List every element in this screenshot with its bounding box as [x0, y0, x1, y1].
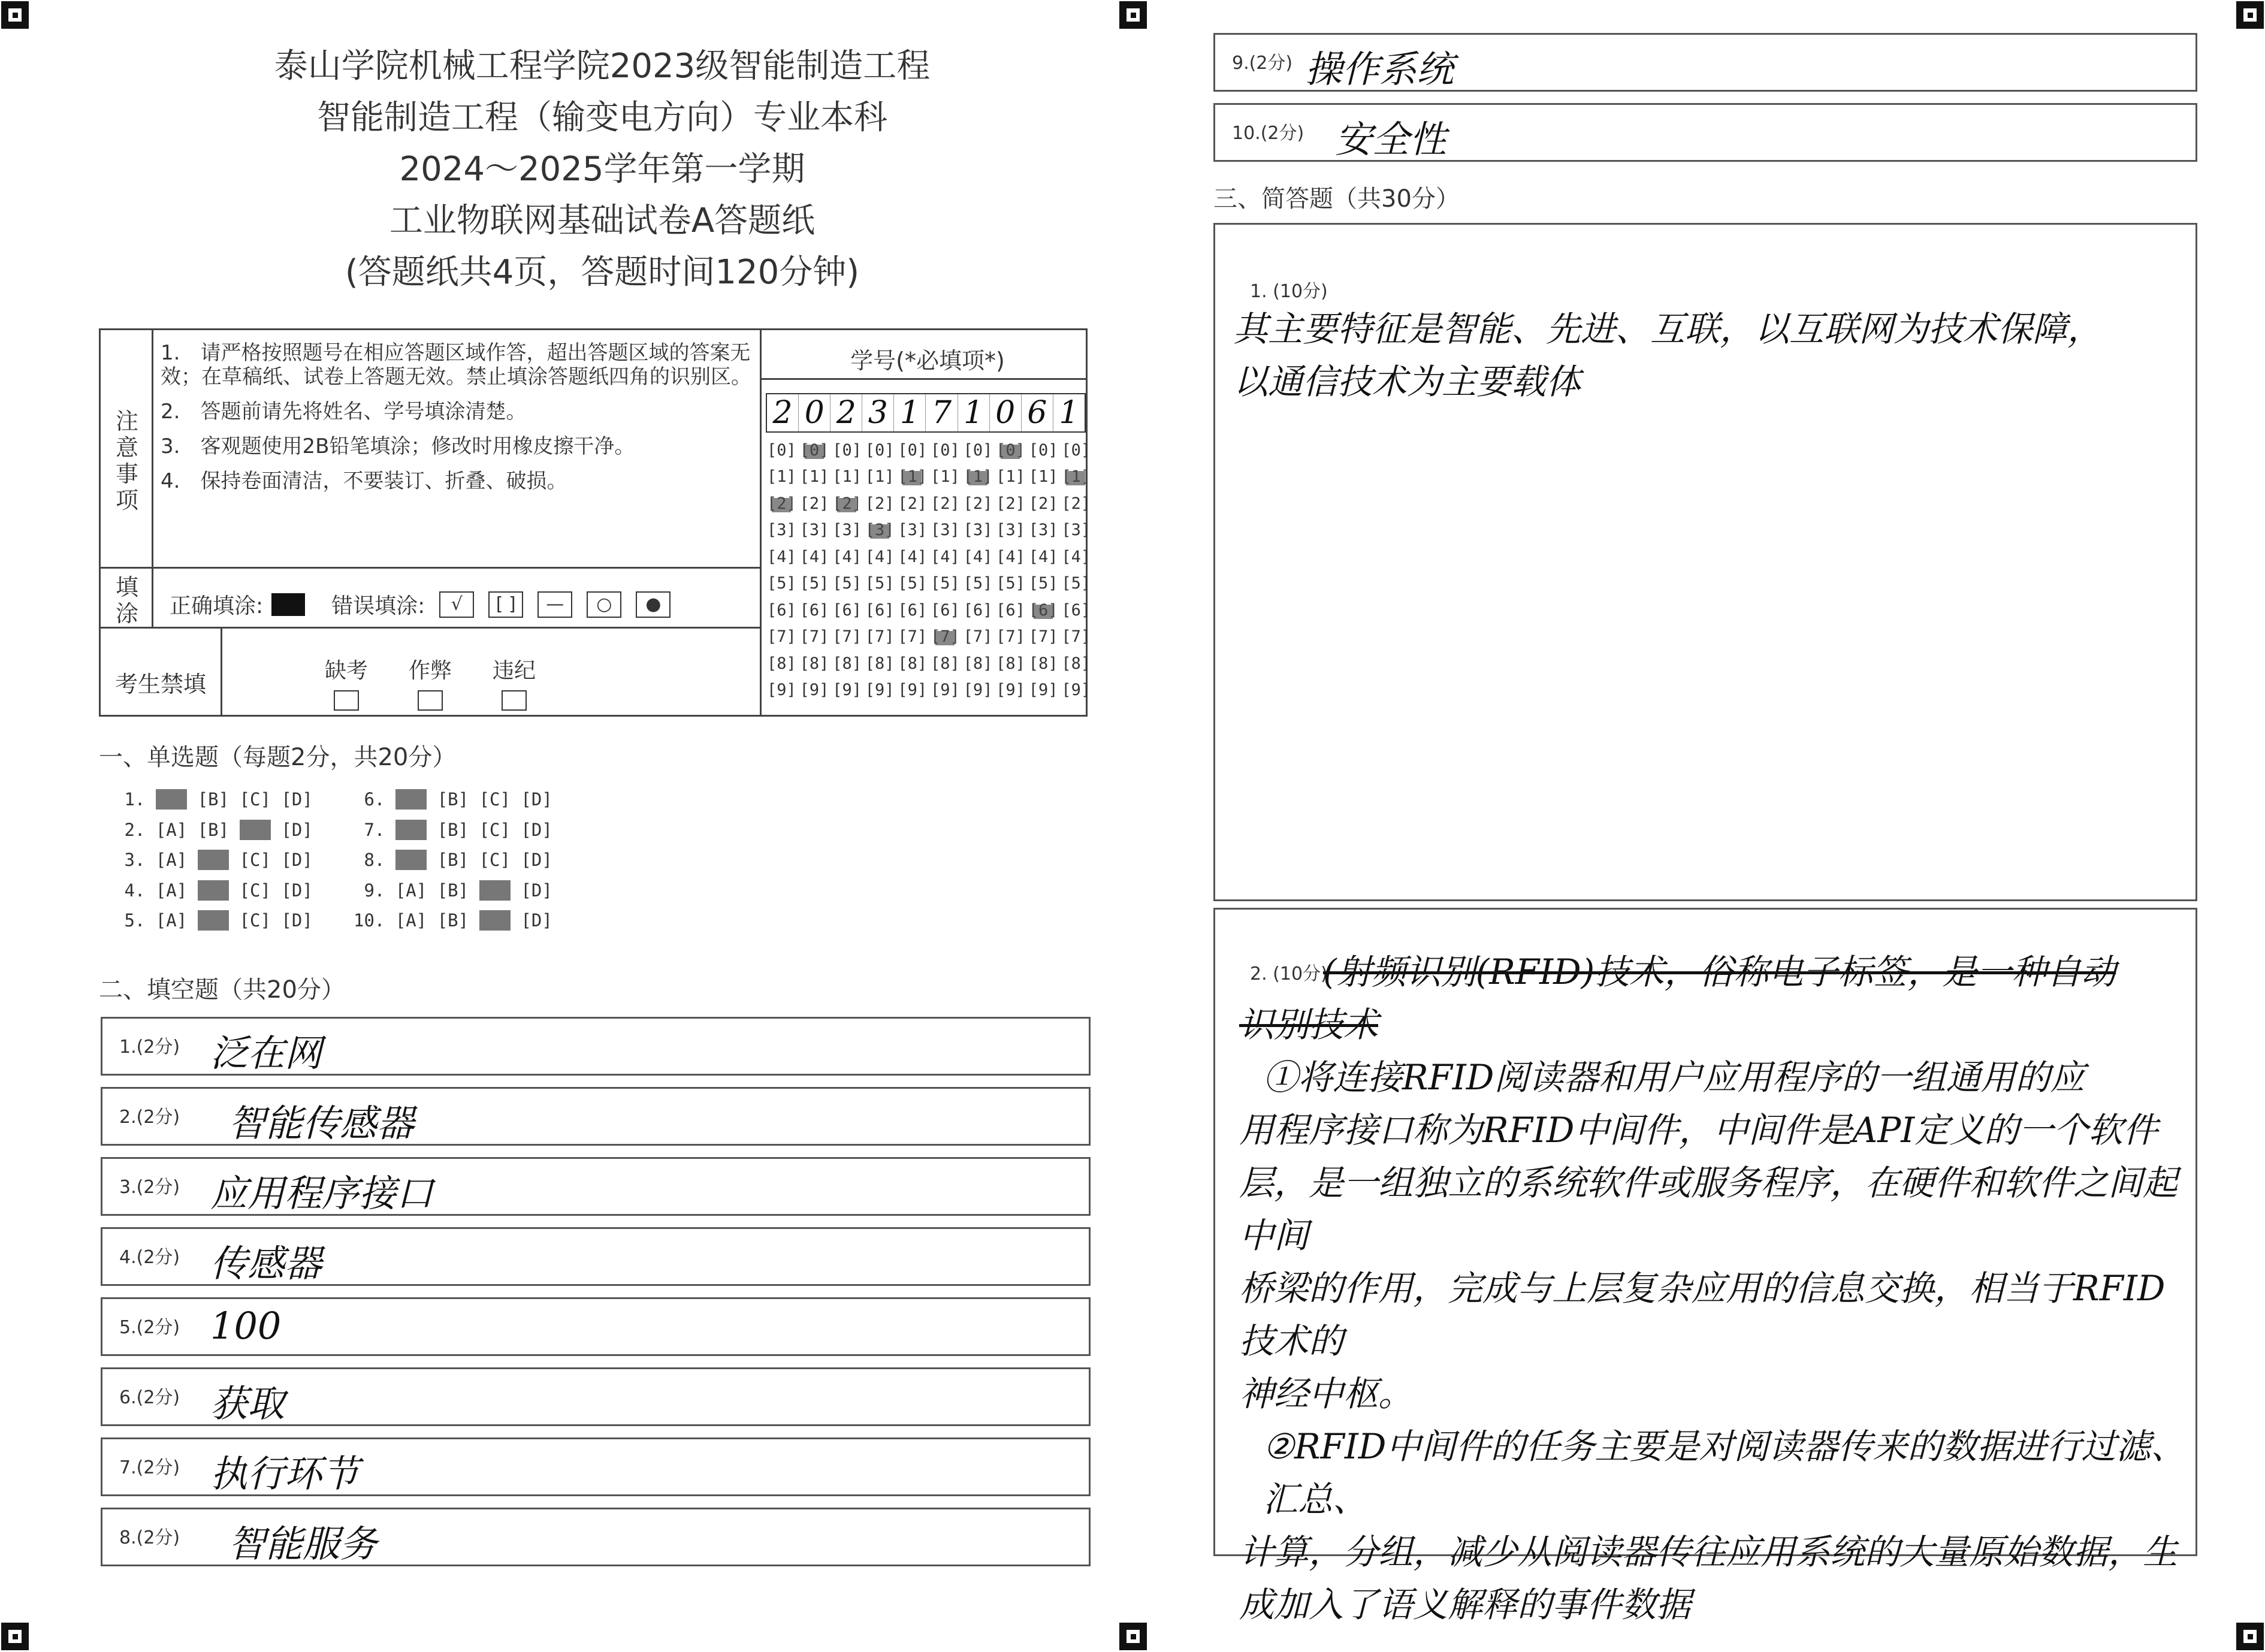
student-id-digit: 0 [989, 394, 1021, 431]
digit-bubble[interactable]: [8] [996, 654, 1025, 673]
choice-bubble-c[interactable]: [C] [479, 850, 511, 870]
digit-bubble[interactable]: [6] [930, 600, 960, 620]
digit-bubble[interactable]: [7] [799, 627, 829, 647]
digit-bubble[interactable]: [6] [799, 600, 829, 620]
question-number: 3. [114, 850, 156, 870]
choice-bubble-b[interactable]: [B] [197, 910, 229, 931]
bubble-row [767, 650, 1094, 677]
digit-bubble[interactable]: [2] [996, 494, 1025, 513]
corner-mark-top-left [1, 1, 29, 29]
choice-bubble-c[interactable]: [C] [239, 819, 271, 840]
digit-bubble[interactable]: [7] [931, 627, 964, 646]
choice-bubble-a[interactable]: [A] [395, 910, 427, 931]
digit-bubble[interactable]: [3] [832, 521, 862, 540]
digit-bubble[interactable]: [4] [996, 547, 1025, 566]
question-number: 4. [114, 880, 156, 901]
choice-bubble-c[interactable]: [C] [239, 789, 271, 810]
answer-line: 以通信技术为主要载体 [1233, 361, 1581, 402]
digit-bubble[interactable]: [0] [767, 440, 796, 460]
digit-bubble[interactable]: [8] [930, 654, 960, 673]
digit-bubble[interactable]: [9] [1028, 681, 1058, 700]
bubble-row [767, 437, 1094, 464]
digit-bubble[interactable]: [9] [865, 681, 895, 700]
section-3-title: 三、简答题（共30分） [1213, 185, 1460, 213]
single-choice-item [114, 850, 323, 870]
digit-bubble[interactable]: [3] [767, 521, 796, 540]
digit-bubble[interactable]: [9] [898, 681, 928, 700]
choice-bubble-c[interactable]: [C] [239, 880, 271, 901]
notice-item: 3. 客观题使用2B铅笔填涂；修改时用橡皮擦干净。 [161, 434, 635, 458]
digit-bubble[interactable]: [7] [996, 627, 1025, 647]
digit-bubble[interactable]: [1] [865, 467, 895, 487]
notice-label: 注意事项 [115, 408, 138, 514]
choice-bubble-b[interactable]: [B] [197, 819, 229, 840]
digit-bubble[interactable]: [0] [832, 440, 862, 460]
digit-bubble[interactable]: [7] [767, 627, 796, 647]
digit-bubble[interactable]: [8] [799, 654, 829, 673]
question-number: 9. [354, 880, 395, 901]
digit-bubble[interactable]: [5] [963, 574, 993, 593]
fill-blank-box [101, 1017, 1091, 1076]
digit-bubble[interactable]: [6] [1061, 600, 1091, 620]
choice-bubble-d[interactable]: [D] [281, 910, 313, 931]
short-answer-2-label: 2. (10分) [1250, 964, 1328, 984]
notice-item: 1. 请严格按照题号在相应答题区域作答，超出答题区域的答案无效；在草稿纸、试卷上答题无效。禁止填涂答题纸四角的识别区。 [161, 341, 751, 389]
digit-bubble[interactable]: [3] [865, 521, 898, 539]
bubble-row [767, 517, 1094, 544]
forbid-cheat-label: 作弊 [408, 659, 452, 683]
digit-bubble[interactable]: [2] [832, 494, 865, 513]
single-choice-item [354, 850, 563, 870]
wrong-fill-circle: ○ [587, 591, 621, 618]
bubble-row [767, 624, 1094, 651]
digit-bubble[interactable]: [1] [1028, 467, 1058, 487]
student-id-digit: 6 [1021, 394, 1053, 431]
answer-line: 成加入了语义解释的事件数据 [1239, 1584, 1692, 1625]
answer-line: ②RFID中间件的任务主要是对阅读器传来的数据进行过滤、汇总、 [1263, 1426, 2186, 1520]
single-choice-item [114, 880, 323, 901]
choice-bubble-d[interactable]: [D] [521, 789, 552, 810]
digit-bubble[interactable]: [3] [930, 521, 960, 540]
question-number: 8. [354, 850, 395, 870]
choice-bubble-a[interactable]: [A] [155, 910, 188, 931]
question-number: 7. [354, 819, 395, 840]
choice-bubble-a[interactable]: [A] [395, 789, 427, 810]
answer-line: 用程序接口称为RFID中间件，中间件是API定义的一个软件 [1239, 1110, 2158, 1150]
fill-blank-answer: 智能传感器 [228, 1101, 415, 1145]
fill-blank-answer: 应用程序接口 [210, 1171, 434, 1215]
digit-bubble[interactable]: [0] [963, 440, 993, 460]
fill-blank-answer: 智能服务 [228, 1522, 378, 1566]
digit-bubble[interactable]: [4] [1061, 547, 1091, 566]
fill-blank-box [101, 1087, 1091, 1146]
fill-blank-box [101, 1367, 1091, 1426]
choice-bubble-c[interactable]: [C] [479, 789, 511, 810]
digit-bubble[interactable]: [7] [865, 627, 895, 647]
digit-bubble[interactable]: [5] [930, 574, 960, 593]
digit-bubble[interactable]: [5] [767, 574, 796, 593]
wrong-fill-dash: — [537, 591, 572, 618]
digit-bubble[interactable]: [1] [767, 467, 796, 487]
fill-blank-number: 1.(2分) [119, 1037, 180, 1058]
single-choice-item [354, 910, 563, 931]
fill-blank-box [101, 1437, 1091, 1496]
student-id-digit: 1 [893, 394, 925, 431]
answer-line: ①将连接RFID阅读器和用户应用程序的一组通用的应 [1263, 1057, 2085, 1098]
digit-bubble[interactable]: [2] [1028, 494, 1058, 513]
digit-bubble[interactable]: [0] [996, 441, 1029, 460]
corner-mark-bottom-right [2236, 1623, 2264, 1650]
choice-bubble-d[interactable]: [D] [521, 819, 552, 840]
digit-bubble[interactable]: [5] [1061, 574, 1091, 593]
info-table [99, 328, 1091, 717]
digit-bubble[interactable]: [8] [1061, 654, 1091, 673]
header-line-5: (答题纸共4页，答题时间120分钟) [345, 253, 860, 292]
digit-bubble[interactable]: [6] [1029, 601, 1062, 620]
choice-bubble-b[interactable]: [B] [197, 850, 229, 870]
digit-bubble[interactable]: [3] [996, 521, 1025, 540]
digit-bubble[interactable]: [6] [996, 600, 1025, 620]
digit-bubble[interactable]: [8] [963, 654, 993, 673]
choice-bubble-c[interactable]: [C] [479, 910, 511, 931]
fill-blank-answer: 泛在网 [210, 1031, 322, 1075]
question-number: 10. [354, 910, 395, 931]
digit-bubble[interactable]: [0] [800, 441, 833, 460]
notice-item: 2. 答题前请先将姓名、学号填涂清楚。 [161, 400, 527, 424]
notice-list [161, 341, 760, 504]
digit-bubble[interactable]: [8] [865, 654, 895, 673]
choice-bubble-d[interactable]: [D] [281, 850, 313, 870]
digit-bubble[interactable]: [9] [832, 681, 862, 700]
correct-fill-label: 正确填涂: [170, 594, 264, 618]
choice-bubble-a[interactable]: [A] [395, 850, 427, 870]
digit-bubble[interactable]: [1] [1061, 467, 1094, 486]
struck-line: 识别技术 [1239, 1004, 1379, 1045]
digit-bubble[interactable]: [7] [898, 627, 928, 647]
single-choice-item [114, 820, 323, 840]
digit-bubble[interactable]: [5] [1028, 574, 1058, 593]
forbid-label: 考生禁填 [114, 671, 206, 697]
digit-bubble[interactable]: [5] [832, 574, 862, 593]
choice-bubble-d[interactable]: [D] [281, 880, 313, 901]
short-answer-1-text [1233, 303, 2102, 408]
choice-bubble-a[interactable]: [A] [155, 789, 188, 810]
correct-fill-sample [271, 593, 305, 616]
digit-bubble[interactable]: [4] [898, 547, 928, 566]
digit-bubble[interactable]: [7] [1028, 627, 1058, 647]
notice-item: 4. 保持卷面清洁，不要装订、折叠、破损。 [161, 469, 567, 493]
choice-bubble-a[interactable]: [A] [395, 880, 427, 901]
student-id-digit: 1 [958, 394, 989, 431]
digit-bubble[interactable]: [3] [898, 521, 928, 540]
forbid-violation [484, 654, 544, 711]
answer-line: 计算，分组，减少从阅读器传往应用系统的大量原始数据，生 [1239, 1532, 2178, 1572]
digit-bubble[interactable]: [4] [963, 547, 993, 566]
digit-bubble[interactable]: [8] [1028, 654, 1058, 673]
fill-blank-answer: 安全性 [1335, 117, 1447, 161]
forbid-violation-label: 违纪 [492, 659, 536, 683]
corner-mark-top-center [1119, 1, 1147, 29]
fill-example-row [170, 589, 671, 620]
fill-blank-answer: 执行环节 [210, 1452, 360, 1496]
fill-blank-box [1213, 103, 2197, 162]
digit-bubble[interactable]: [8] [832, 654, 862, 673]
single-choice-item [354, 789, 563, 810]
digit-bubble[interactable]: [6] [963, 600, 993, 620]
digit-bubble[interactable]: [9] [799, 681, 829, 700]
bubble-row [767, 464, 1094, 491]
fill-label: 填涂 [115, 574, 138, 627]
digit-bubble[interactable]: [2] [865, 494, 895, 513]
question-number: 6. [354, 789, 395, 810]
corner-mark-bottom-left [1, 1623, 29, 1650]
fill-blank-answer: 传感器 [210, 1242, 322, 1285]
digit-bubble[interactable]: [4] [930, 547, 960, 566]
single-choice-item [114, 789, 323, 810]
digit-bubble[interactable]: [6] [865, 600, 895, 620]
student-id-digit: 2 [830, 394, 862, 431]
digit-bubble[interactable]: [6] [767, 600, 796, 620]
fill-blank-box [101, 1227, 1091, 1286]
student-id-digits [766, 393, 1086, 433]
digit-bubble[interactable]: [8] [767, 654, 796, 673]
digit-bubble[interactable]: [9] [1061, 681, 1091, 700]
digit-bubble[interactable]: [5] [799, 574, 829, 593]
digit-bubble[interactable]: [4] [1028, 547, 1058, 566]
choice-bubble-b[interactable]: [B] [197, 789, 229, 810]
section-1-title: 一、单选题（每题2分，共20分） [99, 744, 457, 771]
digit-bubble[interactable]: [0] [865, 440, 895, 460]
wrong-fill-dot: ● [636, 591, 671, 618]
digit-bubble[interactable]: [0] [1028, 440, 1058, 460]
fill-blank-number: 5.(2分) [119, 1317, 180, 1338]
single-choice-item [114, 910, 323, 931]
corner-mark-top-right [2236, 1, 2264, 29]
digit-bubble[interactable]: [1] [964, 467, 996, 486]
choice-bubble-b[interactable]: [B] [437, 910, 469, 931]
choice-bubble-c[interactable]: [C] [239, 910, 271, 931]
exam-title: 工业物联网基础试卷A答题纸 [389, 201, 816, 240]
forbid-cheat [400, 654, 460, 711]
bubble-row [767, 570, 1094, 597]
choice-bubble-b[interactable]: [B] [197, 880, 229, 901]
choice-bubble-a[interactable]: [A] [155, 850, 188, 870]
short-answer-box-1 [1213, 223, 2197, 901]
choice-bubble-d[interactable]: [D] [521, 880, 552, 901]
question-number: 1. [114, 789, 156, 810]
short-answer-box-2 [1213, 908, 2197, 1625]
answer-line: 桥梁的作用，完成与上层复杂应用的信息交换，相当于RFID技术的 [1239, 1268, 2166, 1361]
bubble-row [767, 677, 1094, 704]
fill-blank-number: 7.(2分) [119, 1457, 180, 1478]
choice-bubble-c[interactable]: [C] [239, 850, 271, 870]
choice-bubble-d[interactable]: [D] [281, 819, 313, 840]
single-choice-item [354, 880, 563, 901]
student-id-digit: 1 [1053, 394, 1085, 431]
digit-bubble[interactable]: [0] [930, 440, 960, 460]
digit-bubble[interactable]: [1] [930, 467, 960, 487]
digit-bubble[interactable]: [1] [996, 467, 1025, 487]
digit-bubble[interactable]: [7] [832, 627, 862, 647]
bubble-row [767, 597, 1094, 624]
student-id-bubble-grid [767, 437, 1094, 703]
student-id-digit: 3 [862, 394, 893, 431]
digit-bubble[interactable]: [9] [996, 681, 1025, 700]
choice-bubble-b[interactable]: [B] [437, 850, 469, 870]
forbid-absent-label: 缺考 [324, 659, 368, 683]
fill-blank-number: 2.(2分) [119, 1107, 180, 1128]
forbid-cheat-checkbox[interactable] [418, 690, 443, 711]
digit-bubble[interactable]: [5] [898, 574, 928, 593]
fill-blank-box [101, 1297, 1091, 1356]
wrong-fill-check: √ [439, 591, 474, 618]
digit-bubble[interactable]: [1] [898, 467, 931, 486]
digit-bubble[interactable]: [6] [832, 600, 862, 620]
digit-bubble[interactable]: [2] [898, 494, 928, 513]
choice-bubble-b[interactable]: [B] [437, 789, 469, 810]
wrong-fill-label: 错误填涂: [331, 594, 425, 618]
bubble-row [767, 543, 1094, 570]
fill-blank-box [1213, 33, 2197, 92]
digit-bubble[interactable]: [4] [865, 547, 895, 566]
choice-bubble-c[interactable]: [C] [479, 880, 511, 901]
fill-blank-box [101, 1508, 1091, 1566]
fill-blank-number: 8.(2分) [119, 1527, 180, 1548]
fill-blank-number: 4.(2分) [119, 1247, 180, 1268]
digit-bubble[interactable]: [1] [799, 467, 829, 487]
fill-blank-answer: 获取 [210, 1382, 285, 1426]
digit-bubble[interactable]: [0] [1061, 440, 1091, 460]
digit-bubble[interactable]: [0] [898, 440, 928, 460]
choice-bubble-a[interactable]: [A] [155, 819, 188, 840]
choice-bubble-c[interactable]: [C] [479, 819, 511, 840]
choice-bubble-d[interactable]: [D] [521, 850, 552, 870]
digit-bubble[interactable]: [7] [963, 627, 993, 647]
digit-bubble[interactable]: [2] [1061, 494, 1091, 513]
answer-line: 层，是一组独立的系统软件或服务程序，在硬件和软件之间起中间 [1239, 1162, 2178, 1256]
section-2-title: 二、填空题（共20分） [99, 976, 345, 1004]
choice-bubble-d[interactable]: [D] [281, 789, 313, 810]
digit-bubble[interactable]: [3] [1028, 521, 1058, 540]
short-answer-2-text [1239, 946, 2186, 1631]
digit-bubble[interactable]: [2] [963, 494, 993, 513]
forbid-absent-checkbox[interactable] [334, 690, 359, 711]
choice-bubble-b[interactable]: [B] [437, 819, 469, 840]
digit-bubble[interactable]: [4] [799, 547, 829, 566]
student-id-title: 学号(*必填项*) [850, 348, 1005, 374]
digit-bubble[interactable]: [9] [767, 681, 796, 700]
forbid-violation-checkbox[interactable] [502, 690, 527, 711]
fill-blank-number: 6.(2分) [119, 1387, 180, 1408]
digit-bubble[interactable]: [5] [996, 574, 1025, 593]
digit-bubble[interactable]: [1] [832, 467, 862, 487]
digit-bubble[interactable]: [2] [767, 494, 800, 513]
answer-line: 其主要特征是智能、先进、互联，以互联网为技术保障， [1233, 309, 2103, 349]
digit-bubble[interactable]: [6] [898, 600, 928, 620]
struck-line: (射频识别(RFID)技术，俗称电子标签，是一种自动 [1323, 952, 2116, 992]
bubble-row [767, 490, 1094, 517]
fill-blank-answer: 操作系统 [1305, 47, 1454, 91]
choice-bubble-d[interactable]: [D] [521, 910, 552, 931]
digit-bubble[interactable]: [3] [963, 521, 993, 540]
header-line-2: 智能制造工程（输变电方向）专业本科 [317, 98, 887, 137]
question-number: 2. [114, 819, 156, 840]
digit-bubble[interactable]: [5] [865, 574, 895, 593]
digit-bubble[interactable]: [8] [898, 654, 928, 673]
digit-bubble[interactable]: [7] [1061, 627, 1091, 647]
digit-bubble[interactable]: [2] [930, 494, 960, 513]
digit-bubble[interactable]: [9] [963, 681, 993, 700]
digit-bubble[interactable]: [2] [799, 494, 829, 513]
fill-blank-number: 3.(2分) [119, 1177, 180, 1198]
student-id-digit: 7 [925, 394, 957, 431]
single-choice-item [354, 820, 563, 840]
wrong-fill-bar: [ ] [488, 591, 523, 618]
choice-bubble-a[interactable]: [A] [395, 819, 427, 840]
fill-blank-box [101, 1157, 1091, 1216]
header-line-3: 2024～2025学年第一学期 [399, 150, 805, 189]
answer-line: 神经中枢。 [1239, 1373, 1414, 1414]
corner-mark-bottom-center [1119, 1623, 1147, 1650]
digit-bubble[interactable]: [3] [1061, 521, 1091, 540]
digit-bubble[interactable]: [4] [832, 547, 862, 566]
digit-bubble[interactable]: [9] [930, 681, 960, 700]
fill-blank-answer: 100 [210, 1304, 282, 1348]
student-id-digit: 2 [772, 395, 793, 431]
fill-blank-number: 10.(2分) [1232, 123, 1304, 144]
fill-blank-number: 9.(2分) [1232, 53, 1293, 74]
question-number: 5. [114, 910, 156, 931]
student-id-digit: 0 [798, 394, 830, 431]
digit-bubble[interactable]: [4] [767, 547, 796, 566]
forbid-absent [316, 654, 376, 711]
short-answer-1-label: 1. (10分) [1250, 281, 1328, 302]
choice-bubble-a[interactable]: [A] [155, 880, 188, 901]
choice-bubble-b[interactable]: [B] [437, 880, 469, 901]
header-line-1: 泰山学院机械工程学院2023级智能制造工程 [274, 47, 931, 86]
digit-bubble[interactable]: [3] [799, 521, 829, 540]
